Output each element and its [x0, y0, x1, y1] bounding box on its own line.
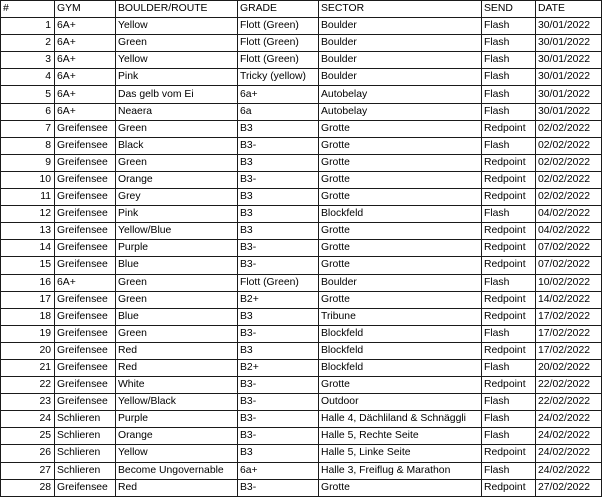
route-cell[interactable]: Pink: [116, 206, 238, 223]
gym-cell[interactable]: Schlieren: [55, 462, 116, 479]
grade-cell[interactable]: B3: [238, 223, 319, 240]
date-cell[interactable]: 17/02/2022: [536, 308, 602, 325]
row-number-cell[interactable]: 12: [1, 206, 55, 223]
grade-cell[interactable]: Flott (Green): [238, 52, 319, 69]
date-cell[interactable]: 04/02/2022: [536, 223, 602, 240]
grade-cell[interactable]: 6a+: [238, 462, 319, 479]
grade-cell[interactable]: B3: [238, 206, 319, 223]
route-cell[interactable]: Das gelb vom Ei: [116, 86, 238, 103]
date-cell[interactable]: 02/02/2022: [536, 120, 602, 137]
grade-cell[interactable]: B3-: [238, 171, 319, 188]
date-cell[interactable]: 02/02/2022: [536, 154, 602, 171]
route-cell[interactable]: Yellow/Black: [116, 394, 238, 411]
table-row: [1, 86, 602, 103]
table-row: [1, 18, 602, 35]
table-row: [1, 120, 602, 137]
route-cell[interactable]: Yellow: [116, 445, 238, 462]
header-grade[interactable]: GRADE: [238, 1, 319, 18]
route-cell[interactable]: Become Ungovernable: [116, 462, 238, 479]
row-number-cell[interactable]: 9: [1, 154, 55, 171]
grade-cell[interactable]: Flott (Green): [238, 18, 319, 35]
date-cell[interactable]: 07/02/2022: [536, 240, 602, 257]
grade-cell[interactable]: B3: [238, 445, 319, 462]
gym-cell[interactable]: Greifensee: [55, 257, 116, 274]
send-cell[interactable]: Redpoint: [482, 445, 536, 462]
date-cell[interactable]: 22/02/2022: [536, 394, 602, 411]
grade-cell[interactable]: B2+: [238, 291, 319, 308]
header-boulder-route[interactable]: BOULDER/ROUTE: [116, 1, 238, 18]
table-row: [1, 445, 602, 462]
route-cell[interactable]: Green: [116, 274, 238, 291]
route-cell[interactable]: Black: [116, 137, 238, 154]
date-cell[interactable]: 04/02/2022: [536, 206, 602, 223]
table-row: [1, 308, 602, 325]
send-cell[interactable]: Flash: [482, 103, 536, 120]
send-cell[interactable]: Flash: [482, 69, 536, 86]
route-cell[interactable]: Green: [116, 325, 238, 342]
table-row: [1, 137, 602, 154]
grade-cell[interactable]: Flott (Green): [238, 274, 319, 291]
row-number-cell[interactable]: 8: [1, 137, 55, 154]
sector-cell[interactable]: Grotte: [319, 240, 482, 257]
date-cell[interactable]: 24/02/2022: [536, 462, 602, 479]
date-cell[interactable]: 24/02/2022: [536, 411, 602, 428]
date-cell[interactable]: 02/02/2022: [536, 137, 602, 154]
date-cell[interactable]: 17/02/2022: [536, 342, 602, 359]
send-cell[interactable]: Flash: [482, 359, 536, 376]
grade-cell[interactable]: B3: [238, 308, 319, 325]
gym-cell[interactable]: Greifensee: [55, 189, 116, 206]
date-cell[interactable]: 14/02/2022: [536, 291, 602, 308]
send-cell[interactable]: Flash: [482, 206, 536, 223]
sector-cell[interactable]: Blockfeld: [319, 325, 482, 342]
grade-cell[interactable]: B3-: [238, 428, 319, 445]
sector-cell[interactable]: Tribune: [319, 308, 482, 325]
route-cell[interactable]: Green: [116, 120, 238, 137]
row-number-cell[interactable]: 16: [1, 274, 55, 291]
row-number-cell[interactable]: 6: [1, 103, 55, 120]
grade-cell[interactable]: B3-: [238, 411, 319, 428]
sector-cell[interactable]: Grotte: [319, 189, 482, 206]
header-number[interactable]: #: [1, 1, 55, 18]
row-number-cell[interactable]: 2: [1, 35, 55, 52]
table-row: [1, 52, 602, 69]
send-cell[interactable]: Redpoint: [482, 189, 536, 206]
gym-cell[interactable]: 6A+: [55, 35, 116, 52]
send-cell[interactable]: Redpoint: [482, 377, 536, 394]
table-row: [1, 377, 602, 394]
gym-cell[interactable]: Greifensee: [55, 240, 116, 257]
table-row: [1, 69, 602, 86]
date-cell[interactable]: 24/02/2022: [536, 445, 602, 462]
table-row: [1, 274, 602, 291]
sector-cell[interactable]: Grotte: [319, 377, 482, 394]
date-cell[interactable]: 17/02/2022: [536, 325, 602, 342]
send-cell[interactable]: Flash: [482, 86, 536, 103]
date-cell[interactable]: 22/02/2022: [536, 377, 602, 394]
route-cell[interactable]: Blue: [116, 257, 238, 274]
table-row: [1, 206, 602, 223]
row-number-cell[interactable]: 17: [1, 291, 55, 308]
send-cell[interactable]: Redpoint: [482, 120, 536, 137]
grade-cell[interactable]: B3-: [238, 325, 319, 342]
row-number-cell[interactable]: 11: [1, 189, 55, 206]
sector-cell[interactable]: Grotte: [319, 257, 482, 274]
grade-cell[interactable]: B3-: [238, 257, 319, 274]
table-row: [1, 103, 602, 120]
row-number-cell[interactable]: 18: [1, 308, 55, 325]
gym-cell[interactable]: 6A+: [55, 86, 116, 103]
gym-cell[interactable]: Greifensee: [55, 308, 116, 325]
gym-cell[interactable]: Greifensee: [55, 377, 116, 394]
sector-cell[interactable]: Autobelay: [319, 103, 482, 120]
send-cell[interactable]: Redpoint: [482, 479, 536, 496]
sector-cell[interactable]: Halle 4, Dächliland & Schnäggli: [319, 411, 482, 428]
route-cell[interactable]: Neaera: [116, 103, 238, 120]
grade-cell[interactable]: B3-: [238, 137, 319, 154]
table-row: [1, 154, 602, 171]
send-cell[interactable]: Redpoint: [482, 308, 536, 325]
sector-cell[interactable]: Boulder: [319, 18, 482, 35]
row-number-cell[interactable]: 19: [1, 325, 55, 342]
row-number-cell[interactable]: 28: [1, 479, 55, 496]
sector-cell[interactable]: Grotte: [319, 171, 482, 188]
table-row: [1, 171, 602, 188]
sector-cell[interactable]: Grotte: [319, 223, 482, 240]
row-number-cell[interactable]: 26: [1, 445, 55, 462]
route-cell[interactable]: Pink: [116, 69, 238, 86]
grade-cell[interactable]: B3-: [238, 240, 319, 257]
route-cell[interactable]: Blue: [116, 308, 238, 325]
date-cell[interactable]: 30/01/2022: [536, 35, 602, 52]
grade-cell[interactable]: B3-: [238, 479, 319, 496]
sector-cell[interactable]: Boulder: [319, 69, 482, 86]
grade-cell[interactable]: Flott (Green): [238, 35, 319, 52]
route-cell[interactable]: Orange: [116, 428, 238, 445]
send-cell[interactable]: Flash: [482, 462, 536, 479]
row-number-cell[interactable]: 22: [1, 377, 55, 394]
gym-cell[interactable]: 6A+: [55, 52, 116, 69]
gym-cell[interactable]: Greifensee: [55, 120, 116, 137]
table-row: [1, 257, 602, 274]
table-body: [1, 18, 602, 497]
header-gym[interactable]: GYM: [55, 1, 116, 18]
sector-cell[interactable]: Boulder: [319, 35, 482, 52]
gym-cell[interactable]: Greifensee: [55, 342, 116, 359]
date-cell[interactable]: 30/01/2022: [536, 69, 602, 86]
table-row: [1, 462, 602, 479]
sector-cell[interactable]: Halle 3, Freiflug & Marathon: [319, 462, 482, 479]
send-cell[interactable]: Redpoint: [482, 291, 536, 308]
sector-cell[interactable]: Grotte: [319, 137, 482, 154]
gym-cell[interactable]: Greifensee: [55, 171, 116, 188]
route-cell[interactable]: Green: [116, 291, 238, 308]
sector-cell[interactable]: Grotte: [319, 291, 482, 308]
date-cell[interactable]: 27/02/2022: [536, 479, 602, 496]
grade-cell[interactable]: B3: [238, 120, 319, 137]
grade-cell[interactable]: B3-: [238, 394, 319, 411]
route-cell[interactable]: Orange: [116, 171, 238, 188]
date-cell[interactable]: 24/02/2022: [536, 428, 602, 445]
send-cell[interactable]: Flash: [482, 428, 536, 445]
grade-cell[interactable]: B3: [238, 342, 319, 359]
route-cell[interactable]: Green: [116, 154, 238, 171]
date-cell[interactable]: 30/01/2022: [536, 18, 602, 35]
table-row: [1, 189, 602, 206]
date-cell[interactable]: 20/02/2022: [536, 359, 602, 376]
gym-cell[interactable]: Greifensee: [55, 325, 116, 342]
gym-cell[interactable]: Schlieren: [55, 428, 116, 445]
sector-cell[interactable]: Boulder: [319, 52, 482, 69]
gym-cell[interactable]: 6A+: [55, 103, 116, 120]
gym-cell[interactable]: Schlieren: [55, 445, 116, 462]
gym-cell[interactable]: 6A+: [55, 274, 116, 291]
row-number-cell[interactable]: 14: [1, 240, 55, 257]
date-cell[interactable]: 30/01/2022: [536, 86, 602, 103]
row-number-cell[interactable]: 7: [1, 120, 55, 137]
route-cell[interactable]: Purple: [116, 411, 238, 428]
row-number-cell[interactable]: 13: [1, 223, 55, 240]
sector-cell[interactable]: Grotte: [319, 120, 482, 137]
send-cell[interactable]: Flash: [482, 325, 536, 342]
send-cell[interactable]: Flash: [482, 18, 536, 35]
sector-cell[interactable]: Halle 5, Rechte Seite: [319, 428, 482, 445]
sector-cell[interactable]: Boulder: [319, 274, 482, 291]
date-cell[interactable]: 02/02/2022: [536, 189, 602, 206]
table-row: [1, 240, 602, 257]
grade-cell[interactable]: B2+: [238, 359, 319, 376]
route-cell[interactable]: Green: [116, 35, 238, 52]
send-cell[interactable]: Flash: [482, 137, 536, 154]
grade-cell[interactable]: Tricky (yellow): [238, 69, 319, 86]
route-cell[interactable]: Red: [116, 359, 238, 376]
table-row: [1, 325, 602, 342]
send-cell[interactable]: Redpoint: [482, 171, 536, 188]
row-number-cell[interactable]: 23: [1, 394, 55, 411]
route-cell[interactable]: Yellow/Blue: [116, 223, 238, 240]
header-send[interactable]: SEND: [482, 1, 536, 18]
sector-cell[interactable]: Halle 5, Linke Seite: [319, 445, 482, 462]
date-cell[interactable]: 30/01/2022: [536, 103, 602, 120]
send-cell[interactable]: Redpoint: [482, 240, 536, 257]
sector-cell[interactable]: Blockfeld: [319, 342, 482, 359]
grade-cell[interactable]: B3: [238, 189, 319, 206]
row-number-cell[interactable]: 1: [1, 18, 55, 35]
table-row: [1, 342, 602, 359]
row-number-cell[interactable]: 24: [1, 411, 55, 428]
grade-cell[interactable]: B3-: [238, 377, 319, 394]
row-number-cell[interactable]: 5: [1, 86, 55, 103]
sector-cell[interactable]: Blockfeld: [319, 359, 482, 376]
date-cell[interactable]: 02/02/2022: [536, 171, 602, 188]
gym-cell[interactable]: Greifensee: [55, 291, 116, 308]
send-cell[interactable]: Redpoint: [482, 223, 536, 240]
row-number-cell[interactable]: 25: [1, 428, 55, 445]
send-cell[interactable]: Redpoint: [482, 154, 536, 171]
sector-cell[interactable]: Outdoor: [319, 394, 482, 411]
row-number-cell[interactable]: 27: [1, 462, 55, 479]
route-cell[interactable]: Red: [116, 342, 238, 359]
date-cell[interactable]: 30/01/2022: [536, 52, 602, 69]
route-cell[interactable]: Yellow: [116, 52, 238, 69]
route-cell[interactable]: Purple: [116, 240, 238, 257]
gym-cell[interactable]: Greifensee: [55, 137, 116, 154]
grade-cell[interactable]: B3: [238, 154, 319, 171]
table-row: [1, 35, 602, 52]
gym-cell[interactable]: Greifensee: [55, 206, 116, 223]
row-number-cell[interactable]: 15: [1, 257, 55, 274]
table-row: [1, 428, 602, 445]
gym-cell[interactable]: 6A+: [55, 69, 116, 86]
send-cell[interactable]: Flash: [482, 411, 536, 428]
sector-cell[interactable]: Grotte: [319, 479, 482, 496]
grade-cell[interactable]: 6a: [238, 103, 319, 120]
gym-cell[interactable]: Greifensee: [55, 394, 116, 411]
route-cell[interactable]: Grey: [116, 189, 238, 206]
gym-cell[interactable]: Greifensee: [55, 479, 116, 496]
gym-cell[interactable]: Greifensee: [55, 359, 116, 376]
sector-cell[interactable]: Autobelay: [319, 86, 482, 103]
header-date[interactable]: DATE: [536, 1, 602, 18]
date-cell[interactable]: 07/02/2022: [536, 257, 602, 274]
gym-cell[interactable]: 6A+: [55, 18, 116, 35]
send-cell[interactable]: Redpoint: [482, 342, 536, 359]
send-cell[interactable]: Flash: [482, 394, 536, 411]
header-sector[interactable]: SECTOR: [319, 1, 482, 18]
send-cell[interactable]: Flash: [482, 274, 536, 291]
table-row: [1, 411, 602, 428]
gym-cell[interactable]: Schlieren: [55, 411, 116, 428]
gym-cell[interactable]: Greifensee: [55, 223, 116, 240]
grade-cell[interactable]: 6a+: [238, 86, 319, 103]
table-row: [1, 291, 602, 308]
gym-cell[interactable]: Greifensee: [55, 154, 116, 171]
row-number-cell[interactable]: 21: [1, 359, 55, 376]
send-cell[interactable]: Flash: [482, 52, 536, 69]
header-row: [1, 1, 602, 18]
table-row: [1, 479, 602, 496]
sector-cell[interactable]: Blockfeld: [319, 206, 482, 223]
route-cell[interactable]: White: [116, 377, 238, 394]
row-number-cell[interactable]: 10: [1, 171, 55, 188]
sector-cell[interactable]: Grotte: [319, 154, 482, 171]
table-row: [1, 394, 602, 411]
date-cell[interactable]: 10/02/2022: [536, 274, 602, 291]
send-cell[interactable]: Redpoint: [482, 257, 536, 274]
row-number-cell[interactable]: 3: [1, 52, 55, 69]
send-cell[interactable]: Flash: [482, 35, 536, 52]
table-row: [1, 359, 602, 376]
table-row: [1, 223, 602, 240]
route-cell[interactable]: Yellow: [116, 18, 238, 35]
row-number-cell[interactable]: 20: [1, 342, 55, 359]
route-cell[interactable]: Red: [116, 479, 238, 496]
row-number-cell[interactable]: 4: [1, 69, 55, 86]
